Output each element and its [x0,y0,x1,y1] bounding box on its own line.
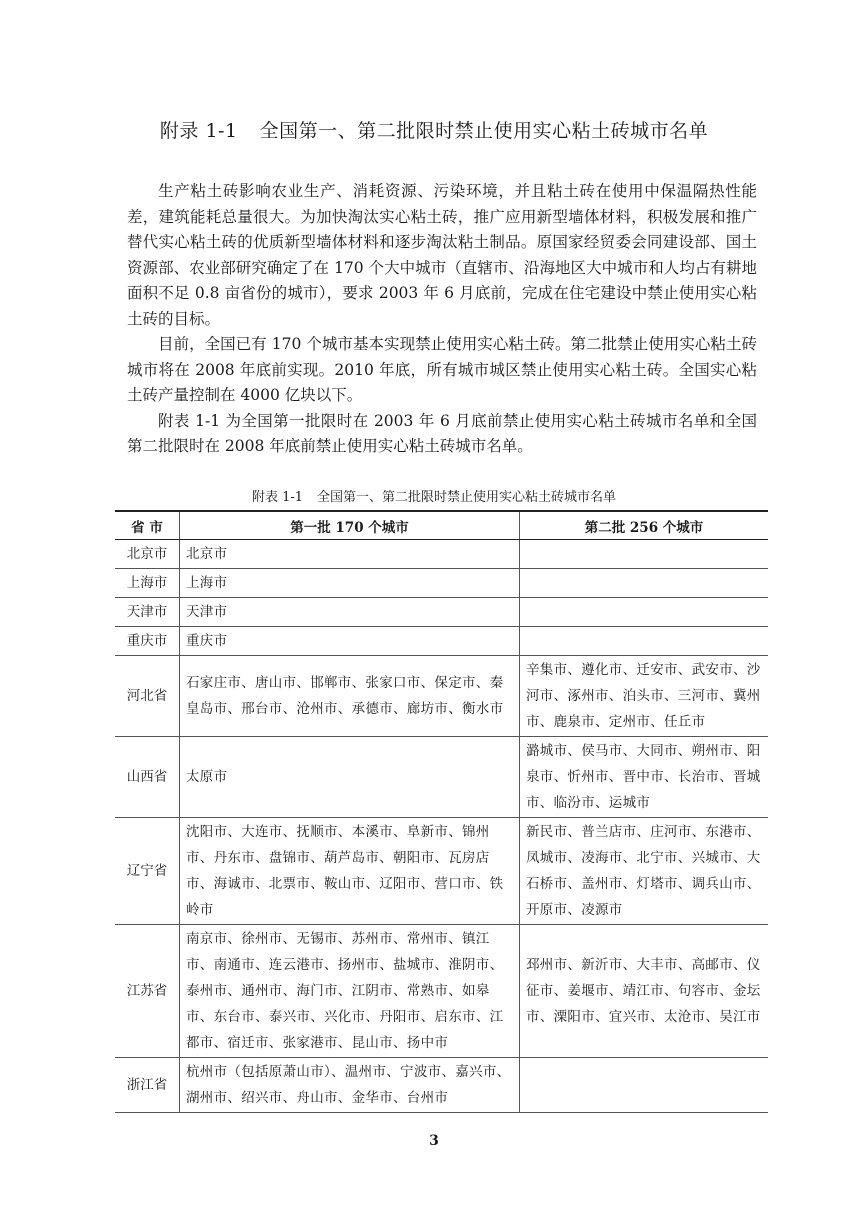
cell-first-batch: 石家庄市、唐山市、邯郸市、张家口市、保定市、秦皇岛市、邢台市、沧州市、承德市、廊坊市、衡水市 [180,656,520,737]
appendix-title [0,116,868,143]
cell-second-batch: 辛集市、遵化市、迁安市、武安市、沙河市、涿州市、泊头市、三河市、冀州市、鹿泉市、定州市、任丘市 [520,656,769,737]
cell-first-batch: 沈阳市、大连市、抚顺市、本溪市、阜新市、锦州市、丹东市、盘锦市、葫芦岛市、朝阳市、瓦房店市、海诚市、北票市、鞍山市、辽阳市、营口市、铁岭市 [180,818,520,925]
cell-province: 山西省 [115,737,180,818]
table-row [115,1058,768,1113]
cell-first-batch: 天津市 [180,598,520,627]
table-row [115,925,768,1058]
table-row [115,627,768,656]
cell-province: 江苏省 [115,925,180,1058]
table-row [115,598,768,627]
table-row [115,656,768,737]
cell-first-batch: 杭州市（包括原萧山市）、温州市、宁波市、嘉兴市、湖州市、绍兴市、舟山市、金华市、台州市 [180,1058,520,1113]
cell-first-batch: 上海市 [180,569,520,598]
table-header-row [115,511,768,540]
table-caption-number: 附表 1-1 [251,490,304,505]
table-row [115,569,768,598]
header-province: 省 市 [115,511,180,540]
appendix-title-text: 全国第一、第二批限时禁止使用实心粘土砖城市名单 [259,120,709,142]
cell-second-batch: 新民市、普兰店市、庄河市、东港市、凤城市、凌海市、北宁市、兴城市、大石桥市、盖州市、灯塔市、调兵山市、开原市、凌源市 [520,818,769,925]
city-table [115,510,768,1113]
paragraph: 附表 1-1 为全国第一批限时在 2003 年 6 月底前禁止使用实心粘土砖城市名单和全国第二批限时在 2008 年底前禁止使用实心粘土砖城市名单。 [127,411,757,455]
page-number: 3 [429,1133,439,1149]
cell-first-batch: 重庆市 [180,627,520,656]
table-row [115,737,768,818]
paragraph: 生产粘土砖影响农业生产、消耗资源、污染环境，并且粘土砖在使用中保温隔热性能差，建筑能耗总量很大。为加快淘汰实心粘土砖，推广应用新型墙体材料，积极发展和推广替代实心粘土砖的优质新型墙体材料和逐步淘汰粘土制品。原国家经贸委会同建设部、国土资源部、农业部研究确定了在 170 个大中城市（直辖市、沿海地区大中城市和人均占有耕地面积不足 0.8 亩省份的城市），要求 2003 年 6 月底前，完成在住宅建设中禁止使用实心粘土砖的目标。 [127,182,757,328]
cell-first-batch: 太原市 [180,737,520,818]
body-text [127,179,757,460]
paragraph: 目前，全国已有 170 个城市基本实现禁止使用实心粘土砖。第二批禁止使用实心粘土砖城市将在 2008 年底前实现。2010 年底，所有城市城区禁止使用实心粘土砖。全国实心粘土砖产量控制在 4000 亿块以下。 [127,335,757,404]
table-caption [0,486,868,505]
cell-second-batch [520,1058,769,1113]
cell-second-batch [520,598,769,627]
cell-second-batch [520,540,769,569]
cell-province: 河北省 [115,656,180,737]
header-first-batch: 第一批 170 个城市 [180,511,520,540]
header-second-batch: 第二批 256 个城市 [520,511,769,540]
cell-first-batch: 北京市 [180,540,520,569]
table-row [115,540,768,569]
cell-second-batch: 潞城市、侯马市、大同市、朔州市、阳泉市、忻州市、晋中市、长治市、晋城市、临汾市、运城市 [520,737,769,818]
cell-second-batch [520,627,769,656]
cell-province: 天津市 [115,598,180,627]
cell-first-batch: 南京市、徐州市、无锡市、苏州市、常州市、镇江市、南通市、连云港市、扬州市、盐城市、淮阴市、泰州市、通州市、海门市、江阴市、常熟市、如皋市、东台市、泰兴市、兴化市、丹阳市、启东市、江都市、宿迁市、张家港市、昆山市、扬中市 [180,925,520,1058]
cell-province: 浙江省 [115,1058,180,1113]
table-caption-text: 全国第一、第二批限时禁止使用实心粘土砖城市名单 [317,490,617,505]
cell-second-batch [520,569,769,598]
appendix-number: 附录 1-1 [159,120,238,142]
cell-province: 北京市 [115,540,180,569]
table-row [115,818,768,925]
cell-province: 重庆市 [115,627,180,656]
cell-province: 上海市 [115,569,180,598]
cell-province: 辽宁省 [115,818,180,925]
cell-second-batch: 邳州市、新沂市、大丰市、高邮市、仪征市、姜堰市、靖江市、句容市、金坛市、溧阳市、宜兴市、太沧市、吴江市 [520,925,769,1058]
